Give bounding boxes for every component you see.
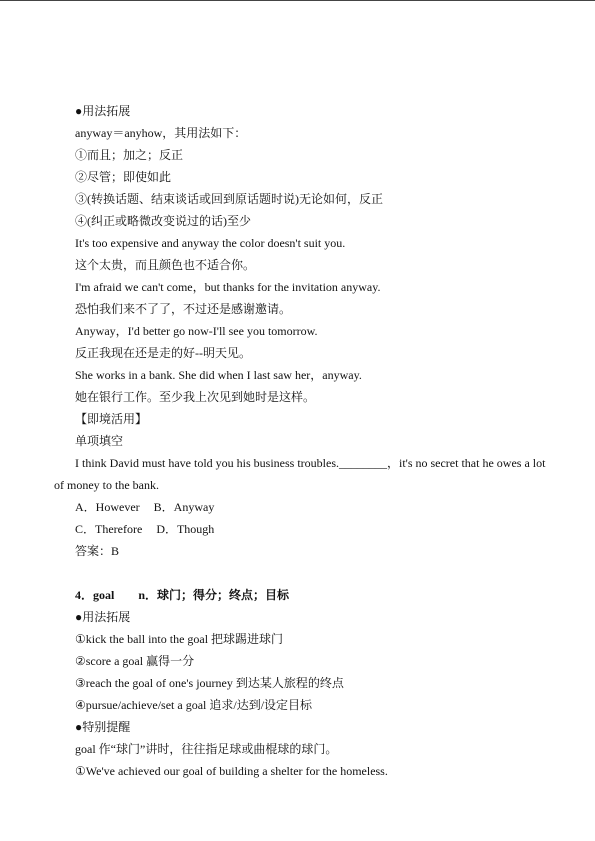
answer: 答案：B (75, 544, 120, 558)
example-en: Anyway，I'd better go now-I'll see you tomorrow. (75, 324, 318, 338)
option-c: C．Therefore (75, 522, 143, 536)
option-a: A．However (75, 500, 140, 514)
entry-definition: n．球门；得分；终点；目标 (138, 588, 290, 602)
example-en: I'm afraid we can't come，but thanks for the invitation anyway. (75, 280, 381, 294)
practice-subheading: 单项填空 (75, 434, 124, 448)
phrase-item: ①kick the ball into the goal 把球踢进球门 (75, 632, 284, 646)
example-zh: 恐怕我们来不了了，不过还是感谢邀请。 (75, 302, 292, 316)
example-zh: 这个太贵，而且颜色也不适合你。 (75, 258, 256, 272)
meaning-item: ④(纠正或略微改变说过的话)至少 (75, 214, 251, 228)
phrase-item: ④pursue/achieve/set a goal 追求/达到/设定目标 (75, 698, 313, 712)
meaning-item: ②尽管；即使如此 (75, 170, 172, 184)
entry-heading (54, 584, 546, 606)
note-text: goal 作“球门”讲时，往往指足球或曲棍球的球门。 (75, 742, 338, 756)
option-b: B．Anyway (153, 500, 215, 514)
meaning-item: ①而且；加之；反正 (75, 148, 184, 162)
usage-heading: ●用法拓展 (75, 104, 131, 118)
document-body (54, 100, 546, 782)
practice-heading: 【即境活用】 (75, 412, 148, 426)
example-en: It's too expensive and anyway the color doesn't suit you. (75, 236, 346, 250)
usage-intro: anyway＝anyhow，其用法如下： (75, 126, 247, 140)
phrase-item: ②score a goal 赢得一分 (75, 654, 195, 668)
option-row (54, 518, 546, 540)
phrase-item: ③reach the goal of one's journey 到达某人旅程的终点 (75, 676, 344, 690)
practice-question: I think David must have told you his business troubles.________，it's no secret that he owes a lot of money to the bank. (54, 456, 546, 492)
top-border-line (0, 0, 595, 1)
entry-word: 4．goal (75, 588, 115, 602)
note-heading: ●特别提醒 (75, 720, 131, 734)
example-zh: 反正我现在还是走的好--明天见。 (75, 346, 251, 360)
option-row (54, 496, 546, 518)
note-example: ①We've achieved our goal of building a shelter for the homeless. (75, 764, 388, 778)
option-d: D．Though (156, 522, 215, 536)
usage-heading: ●用法拓展 (75, 610, 131, 624)
example-zh: 她在银行工作。至少我上次见到她时是这样。 (75, 390, 316, 404)
meaning-item: ③(转换话题、结束谈话或回到原话题时说)无论如何，反正 (75, 192, 383, 206)
example-en: She works in a bank. She did when I last saw her，anyway. (75, 368, 362, 382)
spacer (54, 562, 546, 584)
